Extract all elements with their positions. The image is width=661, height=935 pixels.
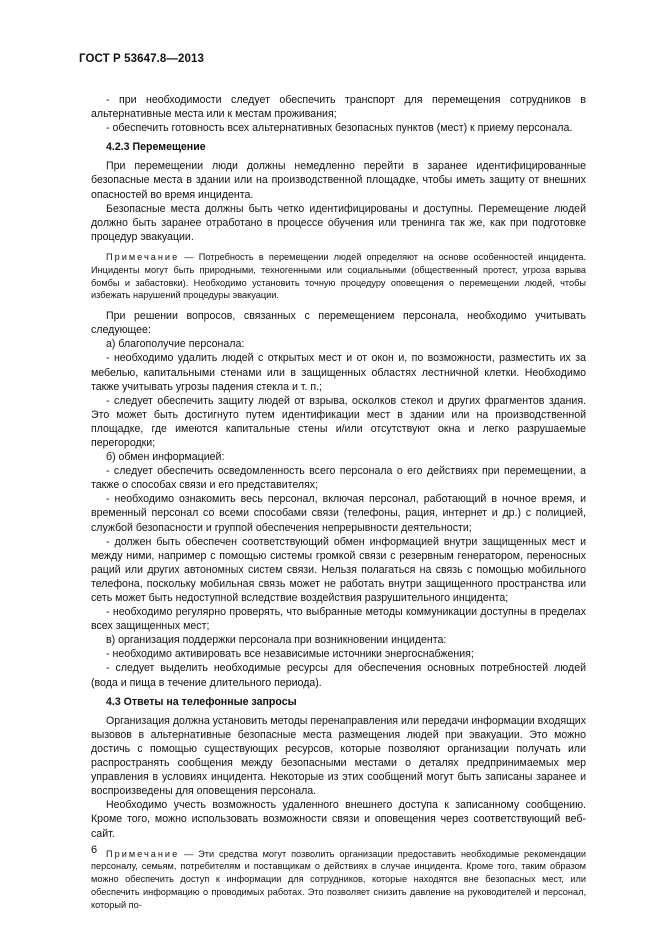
paragraph: - следует обеспечить защиту людей от взрыва, осколков стекол и других фрагментов здания. Это может быть достигнуто путем идентификации мест в здании или на производственной площадке, где имеются капитальные стены и/или отсутствуют окна и легко разрушаемые перегородки; xyxy=(91,394,586,449)
paragraph: Организация должна установить методы перенаправления или передачи информации входящих вызовов в альтернативные безопасные места размещения людей при эвакуации. Это можно достичь с помощью существующих ресурсов, которые позволяют организации получать или распространять сообщения между безопасными местами о деталях предпринимаемых мер управления в условиях инцидента. Некоторые из этих сообщений могут быть записаны заранее и воспроизведены для оповещения персонала. xyxy=(91,714,586,798)
paragraph: - необходимо регулярно проверять, что выбранные методы коммуникации доступны в пределах всех защищенных мест; xyxy=(91,606,586,633)
paragraph: При перемещении люди должны немедленно перейти в заранее идентифицированные безопасные места в здании или на производственной площадке, чтобы иметь защиту от внешних опасностей во время инцидента. xyxy=(91,160,586,201)
paragraph: - необходимо удалить людей с открытых мест и от окон и, по возможности, разместить их за мебелью, капитальными стенами или в защищенных областях лестничной клетки. Необходимо также учитывать угрозы падения стекла и т. п.; xyxy=(91,352,586,393)
paragraph: - обеспечить готовность всех альтернативных безопасных пунктов (мест) к приему персонала. xyxy=(106,122,573,135)
paragraph: Необходимо учесть возможность удаленного внешнего доступа к записанному сообщению. Кроме того, можно использовать возможности связи и оповещения через соответствующий веб-сайт. xyxy=(91,799,586,840)
paragraph: - должен быть обеспечен соответствующий обмен информацией внутри защищенных мест и между ними, например с помощью системы громкой связи с резервным генератором, переносных раций или других автономных систем связи. Нельзя полагаться на связь с помощью мобильного телефона, поскольку мобильная связь может не работать внутри защищенного пространства или сеть может быть недоступной вследствие воздействия разрушительного инцидента; xyxy=(91,535,586,604)
paragraph: - следует обеспечить осведомленность всего персонала о его действиях при перемещении, а также о способах связи и его представителях; xyxy=(91,465,586,492)
document-header: ГОСТ Р 53647.8—2013 xyxy=(79,53,204,65)
note-label: Примечание xyxy=(106,251,180,262)
page-number: 6 xyxy=(91,844,98,856)
document-body xyxy=(91,93,586,919)
note xyxy=(91,848,586,912)
paragraph: в) организация поддержки персонала при возникновении инцидента: xyxy=(106,634,447,647)
paragraph: Безопасные места должны быть четко идентифицированы и доступны. Перемещение людей должно быть заранее отработано в процессе обучения или тренинга так же, как при подготовке процедур эвакуации. xyxy=(91,202,586,243)
section-heading: 4.2.3 Перемещение xyxy=(106,141,206,154)
note-text: — Эти средства могут позволить организации предоставить необходимые рекомендации персоналу, семьям, потребителям и поставщикам о действиях в случае инцидента. Кроме того, таким образом можно обеспечить доступ к информации для сотрудников, которые находятся вне безопасных мест, или обеспечить информацию о проводимых работах. Это позволяет снизить давление на руководителей и персонал, который по- xyxy=(91,848,586,910)
note-label: Примечание xyxy=(106,848,180,859)
paragraph: - необходимо активировать все независимые источники энергоснабжения; xyxy=(106,648,474,661)
section-heading: 4.3 Ответы на телефонные запросы xyxy=(106,695,297,708)
paragraph: а) благополучие персонала: xyxy=(106,338,245,351)
paragraph: б) обмен информацией: xyxy=(106,451,225,464)
paragraph: - необходимо ознакомить весь персонал, включая персонал, работающий в ночное время, и временный персонал со всеми способами связи (телефоны, рация, интернет и др.) с полицией, службой безопасности и группой обеспечения непрерывности деятельности; xyxy=(91,493,586,534)
paragraph: При решении вопросов, связанных с перемещением персонала, необходимо учитывать следующее: xyxy=(91,310,586,337)
note xyxy=(91,251,586,302)
paragraph: - следует выделить необходимые ресурсы для обеспечения основных потребностей людей (вода и пища в течение длительного периода). xyxy=(91,662,586,689)
paragraph: - при необходимости следует обеспечить транспорт для перемещения сотрудников в альтернативные места или к местам проживания; xyxy=(91,94,586,121)
note-text: — Потребность в перемещении людей определяют на основе особенностей инцидента. Инциденты могут быть природными, техногенными или социальными (общественный протест, угроза взрыва бомбы и забастовки). Необходимо установить точную процедуру оповещения о перемещении людей, чтобы избежать нарушений процедуры эвакуации. xyxy=(91,251,586,301)
